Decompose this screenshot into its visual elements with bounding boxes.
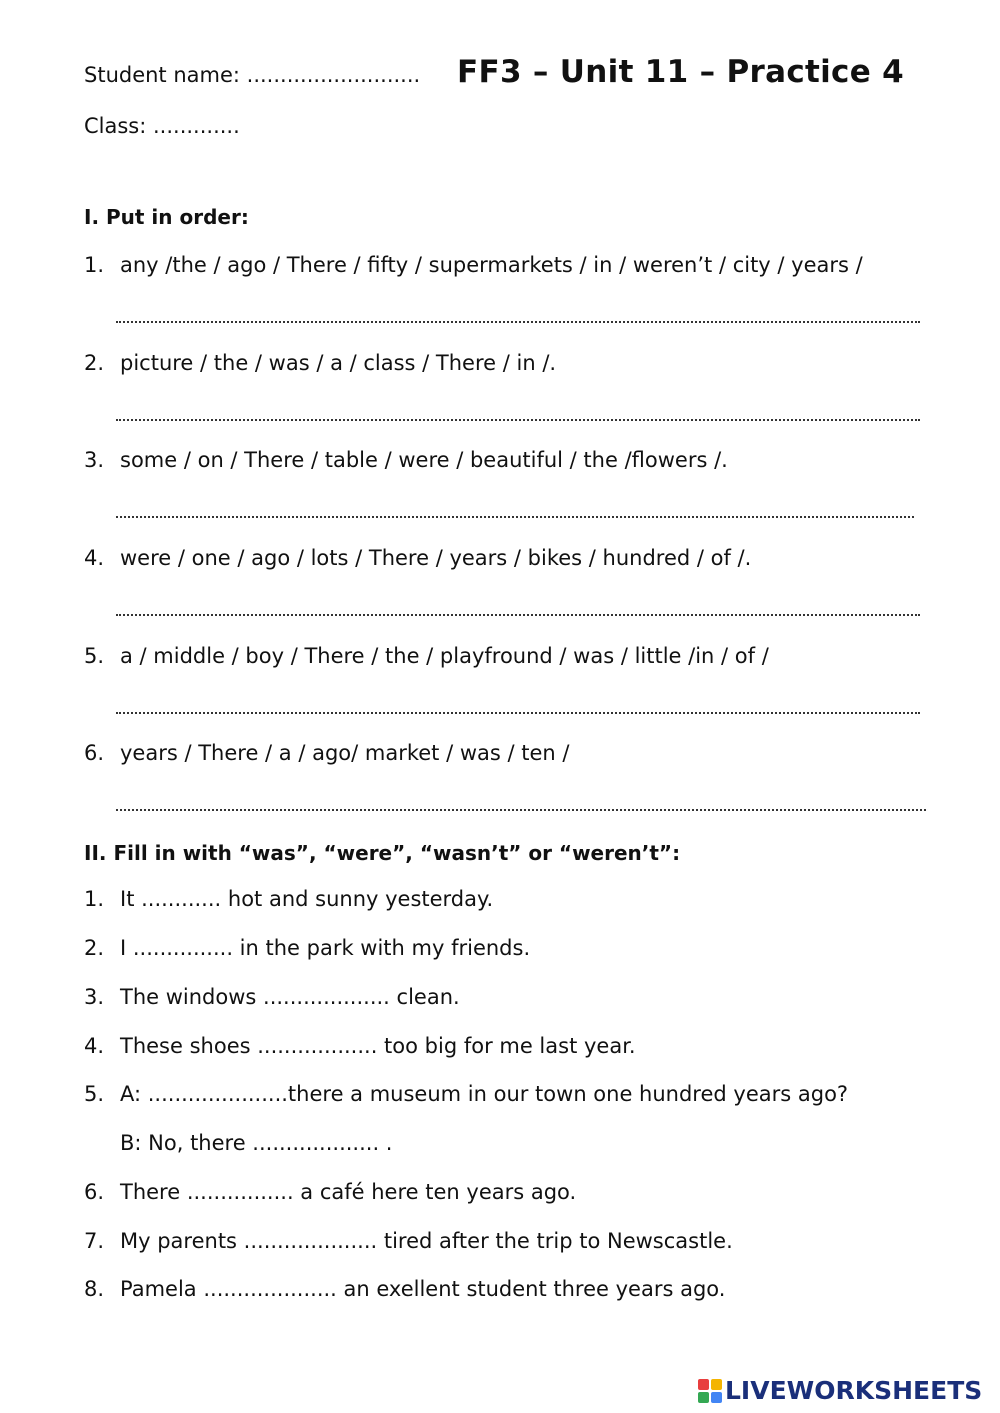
item-text: These shoes .................. too big for me last year.: [120, 1034, 636, 1058]
item-number: 5.: [84, 1082, 105, 1106]
item-number: 8.: [84, 1277, 105, 1301]
item-number: 1.: [84, 887, 105, 911]
item-number: 2.: [84, 936, 105, 960]
item-number: 6.: [84, 741, 105, 765]
item-number: 3.: [84, 985, 105, 1009]
item-text: It ............ hot and sunny yesterday.: [120, 887, 494, 911]
student-name-field: Student name: ..........................: [84, 63, 421, 87]
item-number: 4.: [84, 546, 105, 570]
item-number: 5.: [84, 644, 105, 668]
item-text: The windows ................... clean.: [120, 985, 460, 1009]
item-text: any /the / ago / There / fifty / supermarkets / in / weren’t / city / years /: [120, 253, 863, 277]
fill-item-1[interactable]: [84, 887, 493, 911]
order-item-3: [84, 448, 728, 472]
fill-item-5b[interactable]: [84, 1131, 392, 1155]
fill-item-7[interactable]: [84, 1229, 733, 1253]
item-number: 6.: [84, 1180, 105, 1204]
item-text: A: .....................there a museum in our town one hundred years ago?: [120, 1082, 849, 1106]
item-text: My parents .................... tired after the trip to Newscastle.: [120, 1229, 733, 1253]
answer-line-4[interactable]: [116, 614, 920, 616]
item-text: were / one / ago / lots / There / years / bikes / hundred / of /.: [120, 546, 752, 570]
fill-item-8[interactable]: [84, 1277, 725, 1301]
item-text: a / middle / boy / There / the / playfround / was / little /in / of /: [120, 644, 769, 668]
item-text: picture / the / was / a / class / There / in /.: [120, 351, 557, 375]
order-item-5: [84, 644, 769, 668]
answer-line-3[interactable]: [116, 516, 914, 518]
item-text: years / There / a / ago/ market / was / ten /: [120, 741, 570, 765]
item-number: 2.: [84, 351, 105, 375]
order-item-4: [84, 546, 751, 570]
item-text: I ............... in the park with my friends.: [120, 936, 531, 960]
worksheet-title: FF3 – Unit 11 – Practice 4: [457, 54, 905, 90]
order-item-6: [84, 741, 569, 765]
answer-line-6[interactable]: [116, 809, 926, 811]
fill-item-5a[interactable]: [84, 1082, 848, 1106]
item-text: B: No, there ................... .: [120, 1131, 393, 1155]
order-item-1: [84, 253, 863, 277]
logo-text: LIVEWORKSHEETS: [725, 1376, 983, 1405]
fill-item-3[interactable]: [84, 985, 460, 1009]
order-item-2: [84, 351, 556, 375]
item-text: There ................ a café here ten years ago.: [120, 1180, 577, 1204]
section-2-heading: II. Fill in with “was”, “were”, “wasn’t” or “weren’t”:: [84, 841, 681, 865]
fill-item-2[interactable]: [84, 936, 530, 960]
answer-line-1[interactable]: [116, 321, 920, 323]
item-text: Pamela .................... an exellent student three years ago.: [120, 1277, 726, 1301]
liveworksheets-logo: [698, 1376, 982, 1405]
item-text: some / on / There / table / were / beautiful / the /flowers /.: [120, 448, 728, 472]
item-number: 3.: [84, 448, 105, 472]
fill-item-6[interactable]: [84, 1180, 576, 1204]
logo-mark-icon: [698, 1379, 722, 1403]
fill-item-4[interactable]: [84, 1034, 636, 1058]
section-1-heading: I. Put in order:: [84, 205, 249, 229]
item-number: 7.: [84, 1229, 105, 1253]
item-number: 4.: [84, 1034, 105, 1058]
item-number: 1.: [84, 253, 105, 277]
answer-line-2[interactable]: [116, 419, 920, 421]
answer-line-5[interactable]: [116, 712, 920, 714]
class-field: Class: .............: [84, 114, 240, 138]
